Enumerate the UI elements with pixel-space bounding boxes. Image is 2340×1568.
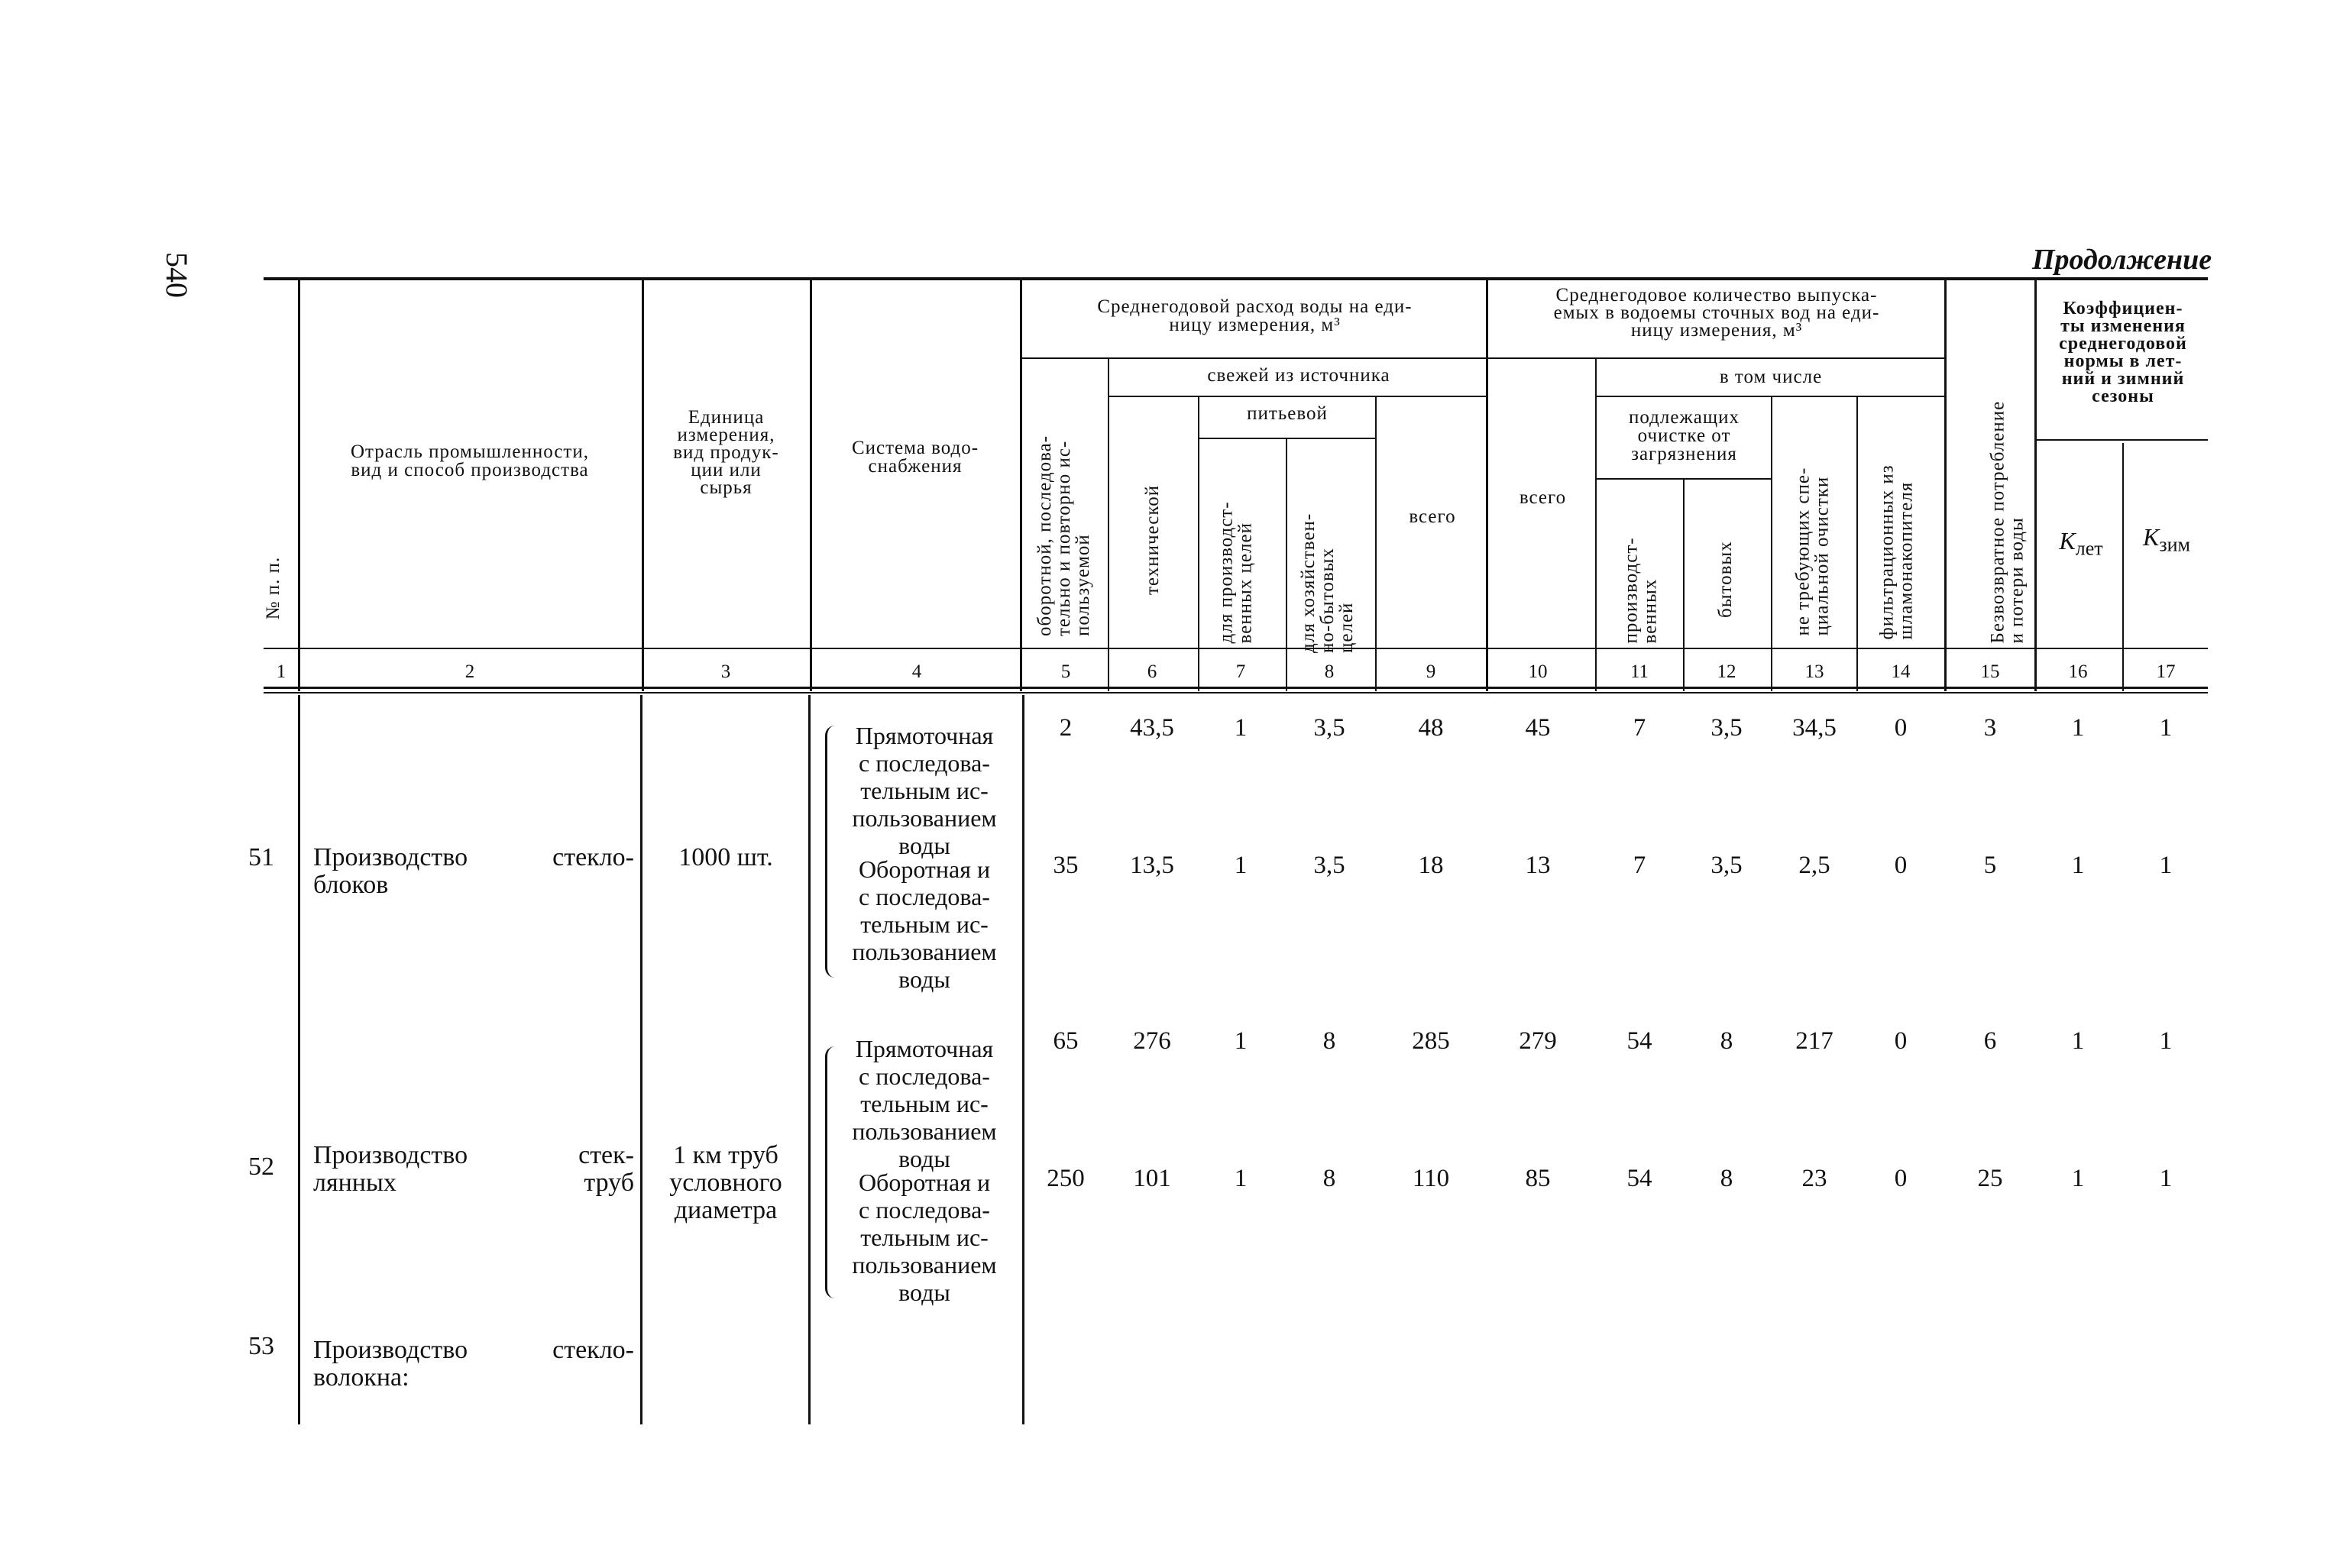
value-cell: 45 [1525, 714, 1551, 742]
value-cell: 1 [2159, 1027, 2173, 1055]
header-recycled: оборотной, последова- тельно и повторно ис- пользуемой [1034, 435, 1093, 636]
value-cell: 1 [1234, 852, 1248, 879]
row-52-system-1: Прямоточная с последова- тельным ис- пользованием воды [852, 1035, 997, 1172]
header-prod-purpose: для производст- венных целей [1215, 501, 1256, 644]
header-discharge-total: всего [1519, 487, 1567, 508]
row-52-branch: Производство стек- лянных труб [313, 1141, 634, 1197]
value-cell: 3 [1983, 714, 1997, 742]
value-cell: 1 [2159, 852, 2173, 879]
value-cell: 1 [1234, 1027, 1248, 1055]
value-cell: 7 [1633, 852, 1646, 879]
value-cell: 18 [1418, 852, 1444, 879]
col-num: 13 [1804, 661, 1824, 682]
row-51-system-2: Оборотная и с последова- тельным ис- пользованием воды [852, 855, 997, 993]
header-discharge: Среднегодовое количество выпуска- емых в водоемы сточных вод на еди- ницу измерения, м³ [1553, 285, 1880, 341]
col-num: 17 [2156, 661, 2176, 682]
row-51-num: 51 [248, 843, 274, 871]
col-num: 15 [1980, 661, 2000, 682]
value-cell: 279 [1519, 1027, 1557, 1055]
value-cell: 7 [1633, 714, 1646, 742]
col-num: 5 [1060, 661, 1071, 682]
value-cell: 250 [1047, 1165, 1085, 1192]
header-system: Система водо- снабжения [851, 438, 979, 477]
value-cell: 1 [2071, 714, 2085, 742]
col-num: 16 [2068, 661, 2088, 682]
value-cell: 1 [2071, 1027, 2085, 1055]
k-winter-symbol: K [2143, 523, 2160, 551]
header-household: бытовых [1715, 541, 1736, 618]
row-52-system-2: Оборотная и с последова- тельным ис- пользованием воды [852, 1169, 997, 1306]
continuation-label: Продолжение [2032, 244, 2212, 276]
header-num: № п. п. [263, 556, 283, 620]
header-k-winter [2125, 523, 2208, 556]
col-num: 9 [1426, 661, 1436, 682]
header-potable: питьевой [1247, 403, 1328, 424]
value-cell: 1 [2071, 852, 2085, 879]
value-cell: 6 [1983, 1027, 1997, 1055]
value-cell: 5 [1983, 852, 1997, 879]
value-cell: 2 [1059, 714, 1073, 742]
col-num: 4 [911, 661, 922, 682]
value-cell: 1 [2071, 1165, 2085, 1192]
row-53-num: 53 [248, 1332, 274, 1360]
col-num: 10 [1528, 661, 1548, 682]
value-cell: 8 [1322, 1165, 1336, 1192]
value-cell: 34,5 [1792, 714, 1837, 742]
value-cell: 3,5 [1710, 852, 1743, 879]
row-52-unit: 1 км труб условного диаметра [669, 1141, 782, 1224]
header-total: всего [1409, 506, 1456, 527]
value-cell: 3,5 [1710, 714, 1743, 742]
value-cell: 25 [1977, 1165, 2003, 1192]
value-cell: 1 [2159, 1165, 2173, 1192]
value-cell: 35 [1053, 852, 1079, 879]
header-coefficients: Коэффициен- ты изменения среднегодовой нормы в лет- ний и зимний сезоны [2059, 299, 2187, 406]
header-no-treatment: не требующих спе- циальной очистки [1792, 467, 1833, 636]
value-cell: 101 [1133, 1165, 1171, 1192]
value-cell: 54 [1626, 1027, 1652, 1055]
header-domestic-purpose: для хозяйствен- но-бытовых целей [1298, 512, 1357, 653]
row-53-branch: Производство стекло- волокна: [313, 1336, 634, 1392]
value-cell: 1 [2159, 714, 2173, 742]
col-num: 7 [1235, 661, 1246, 682]
header-including: в том числе [1719, 367, 1823, 387]
row-51-unit: 1000 шт. [678, 843, 773, 871]
value-cell: 217 [1795, 1027, 1833, 1055]
page-number: 540 [160, 252, 194, 298]
value-cell: 13 [1525, 852, 1551, 879]
col-num: 6 [1147, 661, 1157, 682]
k-summer-sub: лет [2075, 537, 2103, 560]
value-cell: 8 [1720, 1165, 1733, 1192]
value-cell: 48 [1418, 714, 1444, 742]
col-num: 14 [1891, 661, 1911, 682]
k-winter-sub: зим [2159, 533, 2190, 556]
col-num: 2 [464, 661, 475, 682]
value-cell: 0 [1894, 852, 1908, 879]
header-industrial: производст- венных [1620, 537, 1661, 644]
value-cell: 8 [1720, 1027, 1733, 1055]
value-cell: 285 [1412, 1027, 1450, 1055]
row-51-branch: Производство стекло- блоков [313, 843, 634, 899]
col-num: 12 [1717, 661, 1736, 682]
header-filtration: фильтрационных из шламонакопителя [1876, 464, 1917, 640]
value-cell: 1 [1234, 714, 1248, 742]
value-cell: 1 [1234, 1165, 1248, 1192]
col-num: 1 [276, 661, 286, 682]
value-cell: 3,5 [1313, 852, 1345, 879]
value-cell: 8 [1322, 1027, 1336, 1055]
value-cell: 54 [1626, 1165, 1652, 1192]
value-cell: 276 [1133, 1027, 1171, 1055]
value-cell: 2,5 [1798, 852, 1830, 879]
value-cell: 43,5 [1130, 714, 1174, 742]
header-technical: технической [1142, 484, 1163, 595]
col-num: 8 [1324, 661, 1335, 682]
value-cell: 23 [1801, 1165, 1827, 1192]
row-52-num: 52 [248, 1153, 274, 1181]
value-cell: 0 [1894, 1027, 1908, 1055]
header-fresh: свежей из источника [1207, 365, 1390, 386]
value-cell: 0 [1894, 1165, 1908, 1192]
header-irreversible: Безвозвратное потребление и потери воды [1987, 400, 2028, 644]
value-cell: 3,5 [1313, 714, 1345, 742]
header-k-summer [2041, 527, 2121, 560]
header-unit: Единица измерения, вид продук- ции или сырья [673, 407, 779, 498]
value-cell: 65 [1053, 1027, 1079, 1055]
col-num: 11 [1630, 661, 1649, 682]
header-subject-to-treatment: подлежащих очистке от загрязнения [1629, 407, 1740, 464]
value-cell: 13,5 [1130, 852, 1174, 879]
value-cell: 110 [1412, 1165, 1450, 1192]
value-cell: 85 [1525, 1165, 1551, 1192]
header-water-use: Среднегодовой расход воды на еди- ницу измерения, м³ [1097, 296, 1413, 335]
col-num: 3 [720, 661, 731, 682]
row-51-system-1: Прямоточная с последова- тельным ис- пользованием воды [852, 722, 997, 859]
header-branch: Отрасль промышленности, вид и способ производства [351, 441, 589, 480]
k-summer-symbol: K [2059, 527, 2076, 554]
value-cell: 0 [1894, 714, 1908, 742]
